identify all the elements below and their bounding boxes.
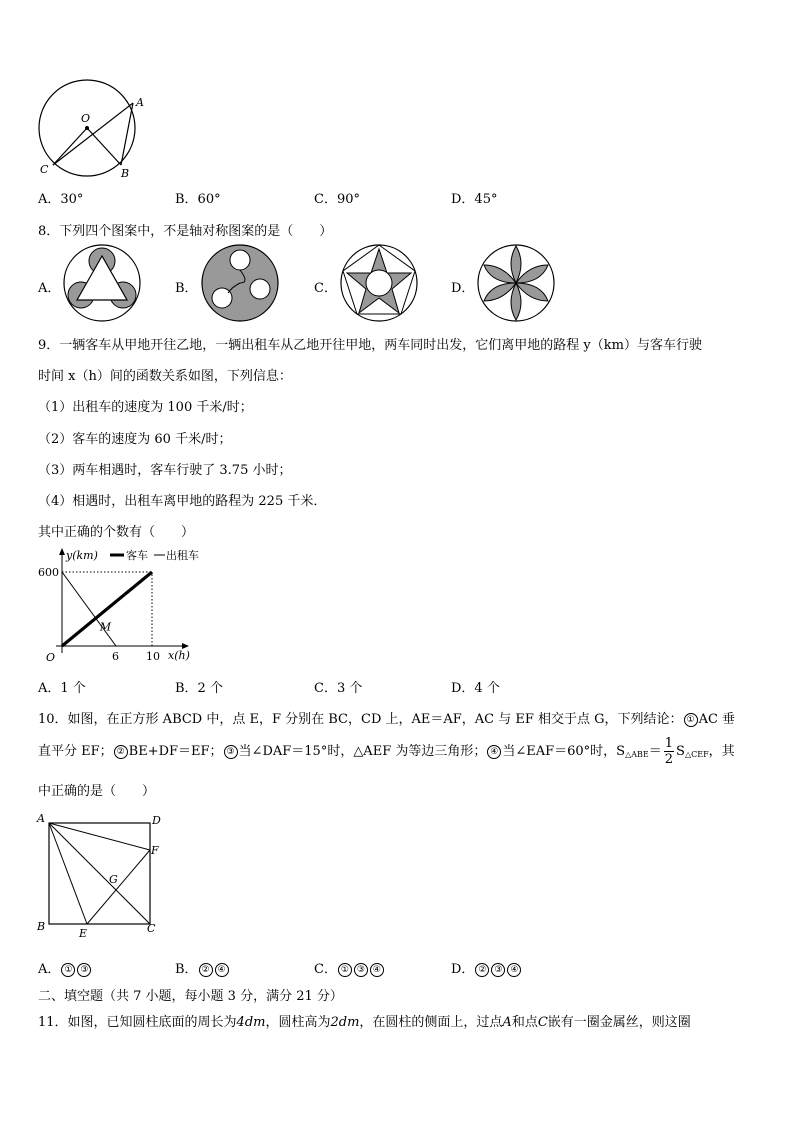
x-axis-label: x(h) xyxy=(168,649,190,662)
q10-square-figure xyxy=(34,810,168,940)
q9-option-d: D．4 个 xyxy=(451,681,500,696)
conclusion-3-mark: ③ xyxy=(224,745,238,759)
q8-option-c: C． xyxy=(314,281,337,296)
q9-option-a: A．1 个 xyxy=(38,681,86,696)
q10-label-c: C xyxy=(147,922,156,935)
q10-label-a: A xyxy=(37,812,45,825)
conclusion-2-mark: ② xyxy=(114,745,128,759)
q7-option-b: B．60° xyxy=(175,192,221,207)
legend-label-bus: 客车 xyxy=(126,549,148,562)
q8-stem: 8．下列四个图案中，不是轴对称图案的是（ ） xyxy=(38,224,333,239)
series-line-bus xyxy=(62,572,152,646)
q9-item-1: （1）出租车的速度为 100 千米/时； xyxy=(38,400,253,415)
q9-distance-time-chart xyxy=(34,545,230,667)
q10-option-b: B． ② ④ xyxy=(175,958,230,977)
q10-label-b: B xyxy=(37,920,46,933)
q10-label-e: E xyxy=(79,927,88,940)
fraction-one-half: $\frac{1}{2}$ xyxy=(664,736,674,767)
q7-label-o: O xyxy=(81,112,91,125)
q8-option-b: B． xyxy=(175,281,198,296)
y-axis-arrow xyxy=(59,548,65,555)
q9-item-2: （2）客车的速度为 60 千米/时； xyxy=(38,432,232,447)
q9-stem-line-2: 时间 x（h）间的函数关系如图，下列信息： xyxy=(38,369,292,384)
q8-pattern-b xyxy=(198,243,282,323)
origin-label: O xyxy=(46,651,56,664)
q9-option-c: C．3 个 xyxy=(314,681,363,696)
q7-option-a: A．30° xyxy=(38,192,84,207)
section-2-heading: 二、填空题（共 7 小题，每小题 3 分，满分 21 分） xyxy=(38,989,343,1004)
q9-item-3: （3）两车相遇时，客车行驶了 3.75 小时； xyxy=(38,463,292,478)
q10-stem-line-3: 中正确的是（ ） xyxy=(38,784,156,799)
conclusion-1-mark: ① xyxy=(684,713,698,727)
q7-option-d: D．45° xyxy=(451,192,498,207)
conclusion-4-mark: ④ xyxy=(487,745,501,759)
q8-option-d: D． xyxy=(451,281,475,296)
y-tick-600: 600 xyxy=(38,566,59,579)
q9-item-4: （4）相遇时，出租车离甲地的路程为 225 千米． xyxy=(38,494,327,509)
q10-label-g: G xyxy=(109,873,118,886)
q7-label-c: C xyxy=(40,163,49,176)
q10-label-d: D xyxy=(152,814,161,827)
intersection-label-m: M xyxy=(99,620,112,634)
q10-stem-line-2: 直平分 EF； ② BE+DF＝EF； ③ 当∠DAF＝15°时，△AEF 为等边三角形； ④ 当∠EAF＝60°时，$S_{\triangle ABE}=$ $\frac{1}{2}$ $S_{\triangle CEF}$，其 xyxy=(38,736,735,767)
q10-stem-line-1: 10．如图，在正方形 ABCD 中，点 E，F 分别在 BC，CD 上，AE＝AF，AC 与 EF 相交于点 G，下列结论： ① AC 垂 xyxy=(38,712,736,727)
q7-label-a: A xyxy=(136,96,144,109)
q10-option-c: C． ① ③ ④ xyxy=(314,958,385,977)
y-axis-label: y(km) xyxy=(66,549,98,562)
q11-stem-line-1: 11．如图，已知圆柱底面的周长为4dm，圆柱高为2dm，在圆柱的侧面上，过点A和点C嵌有一圈金属丝，则这圈 xyxy=(38,1015,691,1030)
q8-pattern-c xyxy=(337,243,421,323)
q10-label-f: F xyxy=(151,844,159,857)
x-tick-6: 6 xyxy=(112,650,119,663)
x-tick-10: 10 xyxy=(146,650,160,663)
q10-option-a: A． ① ③ xyxy=(38,958,92,977)
q7-circle-figure xyxy=(30,76,160,186)
legend-label-taxi: 出租车 xyxy=(166,549,199,562)
q9-question: 其中正确的个数有（ ） xyxy=(38,525,195,540)
q10-option-d: D． ② ③ ④ xyxy=(451,958,522,977)
q9-option-b: B．2 个 xyxy=(175,681,223,696)
q7-option-c: C．90° xyxy=(314,192,360,207)
q8-pattern-a xyxy=(60,243,144,323)
q8-option-a: A． xyxy=(38,281,61,296)
q8-pattern-d xyxy=(474,243,558,323)
q7-label-b: B xyxy=(121,167,130,180)
q9-stem-line-1: 9．一辆客车从甲地开往乙地，一辆出租车从乙地开往甲地，两车同时出发，它们离甲地的路程 y（km）与客车行驶 xyxy=(38,338,702,353)
